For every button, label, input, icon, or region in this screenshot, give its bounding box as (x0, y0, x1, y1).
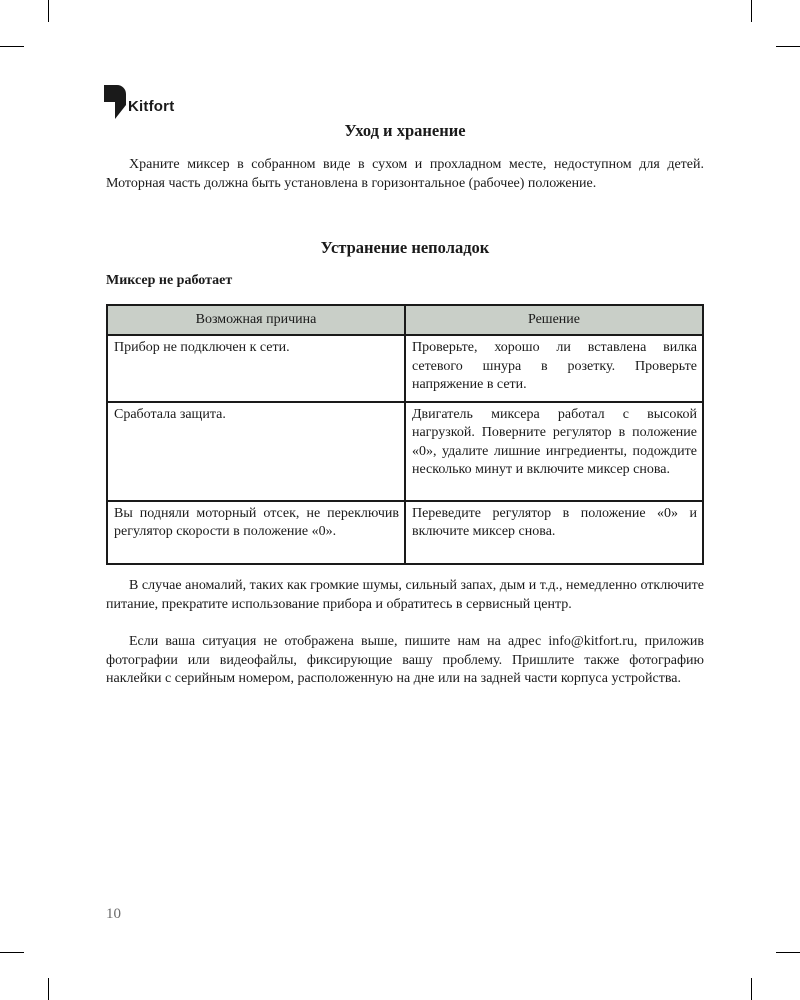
crop-mark (776, 46, 800, 47)
troubleshooting-table (106, 304, 704, 565)
crop-mark (48, 978, 49, 1000)
care-text: Храните миксер в собранном виде в сухом и прохладном месте, недоступном для детей. Моторная часть должна быть установлена в горизонтальное (рабочее) положение. (106, 157, 704, 191)
table-row (107, 335, 703, 402)
brand-logo (104, 84, 174, 120)
anomaly-note: В случае аномалий, таких как громкие шумы, сильный запах, дым и т.д., немедленно отключите питание, прекратите использование прибора и обратитесь в сервисный центр. (106, 578, 704, 612)
crop-mark (48, 0, 49, 22)
cause-cell: Вы подняли моторный отсек, не переключив регулятор скорости в положение «0». (107, 501, 405, 564)
solution-cell: Двигатель миксера работал с высокой нагрузкой. Поверните регулятор в положение «0», удалите лишние ингредиенты, подождите несколько минут и включите миксер снова. (405, 402, 703, 501)
crop-mark (776, 952, 800, 953)
solution-cell: Проверьте, хорошо ли вставлена вилка сетевого шнура в розетку. Проверьте напряжение в сети. (405, 335, 703, 402)
cause-cell: Прибор не подключен к сети. (107, 335, 405, 402)
table-row (107, 402, 703, 501)
page-number: 10 (106, 906, 121, 922)
solution-cell: Переведите регулятор в положение «0» и включите миксер снова. (405, 501, 703, 564)
crop-mark (751, 0, 752, 22)
header-cause: Возможная причина (107, 305, 405, 335)
kitfort-logo-icon (104, 85, 126, 119)
logo-text: Kitfort (128, 97, 175, 115)
header-solution: Решение (405, 305, 703, 335)
care-title: Уход и хранение (344, 121, 466, 140)
table-row (107, 501, 703, 564)
cause-cell: Сработала защита. (107, 402, 405, 501)
contact-note: Если ваша ситуация не отображена выше, пишите нам на адрес info@kitfort.ru, приложив фотографии или видеофайлы, фиксирующие вашу проблему. Пришлите также фотографию наклейки с серийным номером, расположенную на дне или на задней части корпуса устройства. (106, 634, 704, 686)
troubleshooting-subtitle: Миксер не работает (106, 273, 233, 288)
table-header-row (107, 305, 703, 335)
crop-mark (0, 46, 24, 47)
crop-mark (0, 952, 24, 953)
crop-mark (751, 978, 752, 1000)
troubleshooting-title: Устранение неполадок (320, 238, 490, 257)
